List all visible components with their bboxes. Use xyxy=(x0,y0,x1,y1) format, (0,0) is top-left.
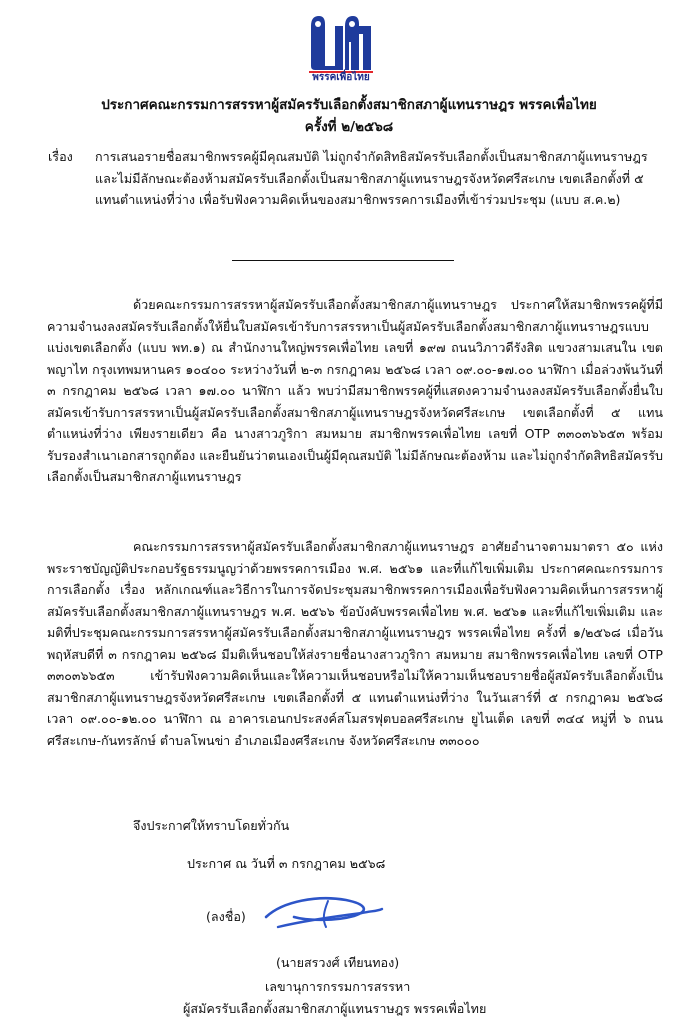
paragraph-1-text: ด้วยคณะกรรมการสรรหาผู้สมัครรับเลือกตั้งสมาชิกสภาผู้แทนราษฎร ประกาศให้สมาชิกพรรคผู้ที่มีความจำนงลงสมัครรับเลือกตั้งให้ยื่นใบสมัครเข้ารับการสรรหาเป็นผู้สมัครรับเลือกตั้งสมาชิกสภาผู้แทนราษฎรแบบแบ่งเขตเลือกตั้ง (แบบ พท.๑) ณ สำนักงานใหญ่พรรคเพื่อไทย เลขที่ ๑๙๗ ถนนวิภาวดีรังสิต แขวงสามเสนใน เขตพญาไท กรุงเทพมหานคร ๑๐๔๐๐ ระหว่างวันที่ ๒-๓ กรกฎาคม ๒๕๖๘ เวลา ๐๙.๐๐-๑๗.๐๐ นาฬิกา เมื่อล่วงพ้นวันที่ ๓ กรกฎาคม ๒๕๖๘ เวลา ๑๗.๐๐ นาฬิกา แล้ว พบว่ามีสมาชิกพรรคผู้ที่แสดงความจำนงลงสมัครรับเลือกตั้งยื่นใบสมัครเข้ารับการสรรหาเป็นผู้สมัครรับเลือกตั้งสมาชิกสภาผู้แทนราษฎรจังหวัดศรีสะเกษ เขตเลือกตั้งที่ ๕ แทนตำแหน่งที่ว่าง เพียงรายเดียว คือ นางสาวภูริกา สมหมาย สมาชิกพรรคเพื่อไทย เลขที่ OTP ๓๓๐๓๖๖๕๓ พร้อมรับรองสำเนาเอกสารถูกต้อง และยืนยันว่าตนเองเป็นผู้มีคุณสมบัติ ไม่มีลักษณะต้องห้าม และไม่ถูกจำกัดสิทธิสมัครรับเลือกตั้งเป็นสมาชิกสภาผู้แทนราษฎร xyxy=(47,297,663,484)
signer-name: (นายสรวงศ์ เทียนทอง) xyxy=(276,955,400,970)
logo-wordmark: พรรคเพื่อไทย xyxy=(312,72,370,83)
announcement-date: ประกาศ ณ วันที่ ๓ กรกฎาคม ๒๕๖๘ xyxy=(187,856,386,871)
body-paragraph-1 xyxy=(47,294,663,488)
announcement-title xyxy=(40,94,658,138)
signer-position-line-2: ผู้สมัครรับเลือกตั้งสมาชิกสภาผู้แทนราษฎร พรรคเพื่อไทย xyxy=(183,1001,487,1016)
body-paragraph-2 xyxy=(47,536,663,751)
title-line-1: ประกาศคณะกรรมการสรรหาผู้สมัครรับเลือกตั้งสมาชิกสภาผู้แทนราษฎร พรรคเพื่อไทย xyxy=(101,97,597,113)
signer-position-line-1: เลขานุการกรรมการสรรหา xyxy=(265,979,411,994)
divider xyxy=(232,260,454,261)
subject-label: เรื่อง xyxy=(48,149,73,164)
signature-label: (ลงชื่อ) xyxy=(206,909,246,924)
handwritten-signature xyxy=(258,887,384,937)
closing-statement: จึงประกาศให้ทราบโดยทั่วกัน xyxy=(133,818,290,833)
title-line-2: ครั้งที่ ๒/๒๕๖๘ xyxy=(304,119,394,135)
subject-text: การเสนอรายชื่อสมาชิกพรรคผู้มีคุณสมบัติ ไม่ถูกจำกัดสิทธิสมัครรับเลือกตั้งเป็นสมาชิกสภาผู้แทนราษฎร และไม่มีลักษณะต้องห้ามสมัครรับเลือกตั้งเป็นสมาชิกสภาผู้แทนราษฎรจังหวัดศรีสะเกษ เขตเลือกตั้งที่ ๕ แทนตำแหน่งที่ว่าง เพื่อรับฟังความคิดเห็นของสมาชิกพรรคการเมืองที่เข้าร่วมประชุม (แบบ ส.ค.๒) xyxy=(95,149,648,207)
paragraph-2-text: คณะกรรมการสรรหาผู้สมัครรับเลือกตั้งสมาชิกสภาผู้แทนราษฎร อาศัยอำนาจตามมาตรา ๕๐ แห่งพระราชบัญญัติประกอบรัฐธรรมนูญว่าด้วยพรรคการเมือง พ.ศ. ๒๕๖๑ และที่แก้ไขเพิ่มเติม ประกาศคณะกรรมการการเลือกตั้ง เรื่อง หลักเกณฑ์และวิธีการในการจัดประชุมสมาชิกพรรคการเมืองเพื่อรับฟังความคิดเห็นการสรรหาผู้สมัครรับเลือกตั้งสมาชิกสภาผู้แทนราษฎร พ.ศ. ๒๕๖๖ ข้อบังคับพรรคเพื่อไทย พ.ศ. ๒๕๖๑ และที่แก้ไขเพิ่มเติม และมติที่ประชุมคณะกรรมการสรรหาผู้สมัครรับเลือกตั้งสมาชิกสภาผู้แทนราษฎร พรรคเพื่อไทย ครั้งที่ ๑/๒๕๖๘ เมื่อวันพฤหัสบดีที่ ๓ กรกฎาคม ๒๕๖๘ มีมติเห็นชอบให้ส่งรายชื่อนางสาวภูริกา สมหมาย สมาชิกพรรคเพื่อไทย เลขที่ OTP ๓๓๐๓๖๖๕๓ เข้ารับฟังความคิดเห็นและให้ความเห็นชอบหรือไม่ให้ความเห็นชอบรายชื่อผู้สมัครรับเลือกตั้งเป็นสมาชิกสภาผู้แทนราษฎรจังหวัดศรีสะเกษ เขตเลือกตั้งที่ ๕ แทนตำแหน่งที่ว่าง ในวันเสาร์ที่ ๕ กรกฎาคม ๒๕๖๘ เวลา ๐๙.๐๐-๑๒.๐๐ นาฬิกา ณ อาคารเอนกประสงค์สโมสรฟุตบอลศรีสะเกษ ยูไนเต็ด เลขที่ ๓๔๔ หมู่ที่ ๖ ถนนศรีสะเกษ-กันทรลักษ์ ตำบลโพนข่า อำเภอเมืองศรีสะเกษ จังหวัดศรีสะเกษ ๓๓๐๐๐ xyxy=(47,539,663,748)
party-logo xyxy=(305,12,377,74)
